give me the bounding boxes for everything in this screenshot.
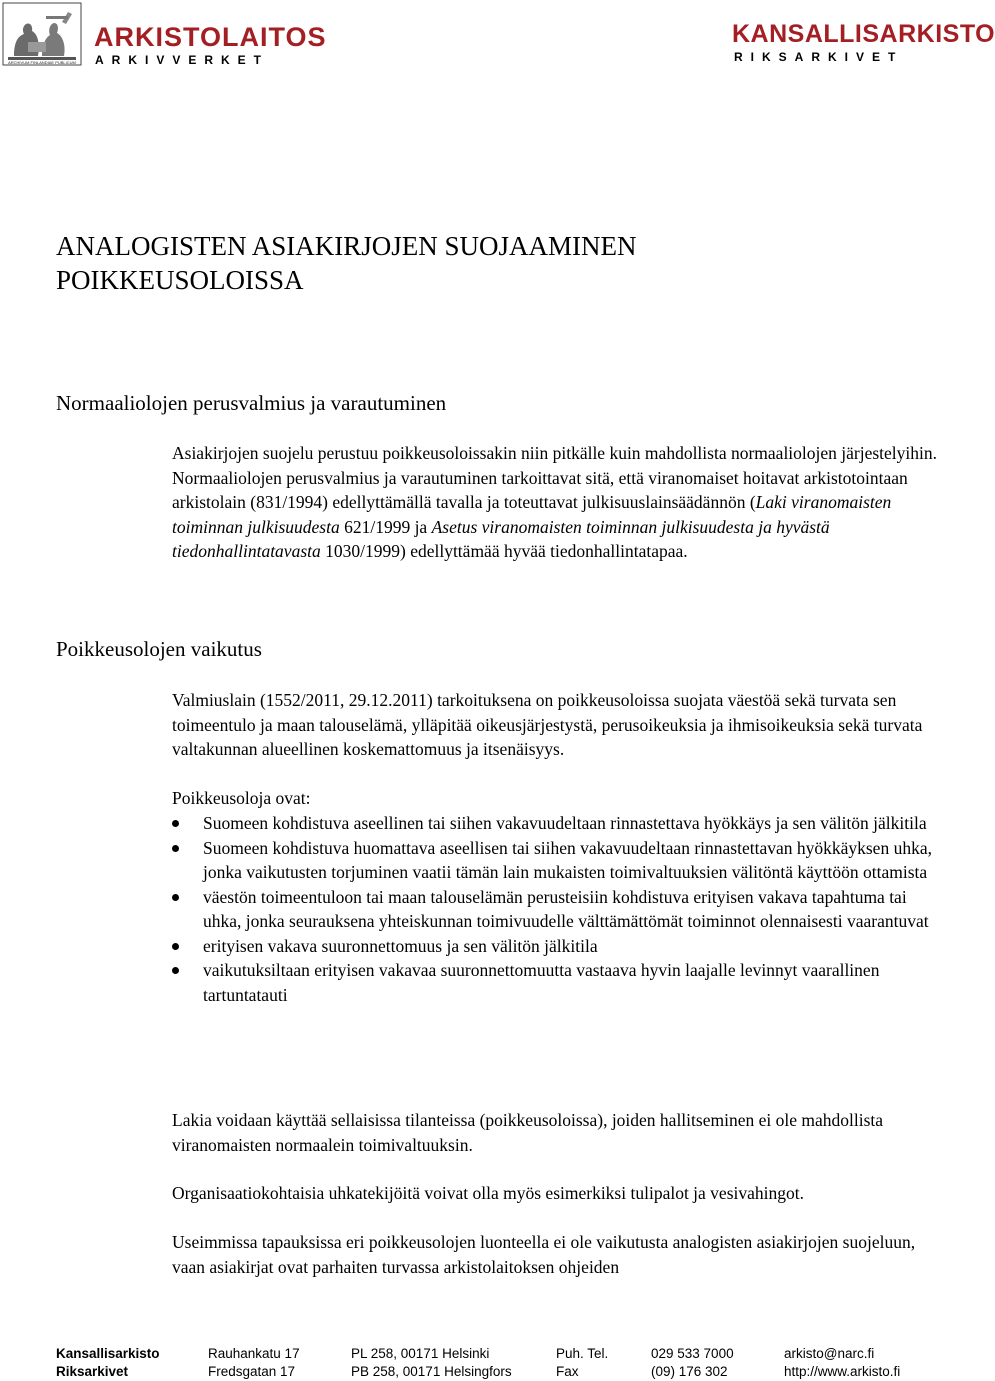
paragraph-law-applicability: Lakia voidaan käyttää sellaisissa tilanteissa (poikkeusoloissa), joiden hallitseminen ei ole mahdollista viranomaisten normaalein toimivaltuuksin. bbox=[172, 1110, 884, 1155]
footer-row-finnish bbox=[56, 1345, 956, 1363]
footer-street-address: Fredsgatan 17 bbox=[208, 1364, 296, 1379]
kansallisarkisto-logo bbox=[732, 20, 995, 68]
text-run: 1030/1999) edellyttämää hyvää tiedonhallintatapaa. bbox=[320, 541, 688, 561]
footer-postal-address: PB 258, 00171 Helsingfors bbox=[351, 1364, 512, 1379]
footer-org-name: Riksarkivet bbox=[56, 1364, 129, 1379]
footer-phone-label: Puh. Tel. bbox=[556, 1346, 609, 1361]
archive-emblem-icon bbox=[2, 2, 82, 66]
page-footer bbox=[56, 1345, 956, 1381]
list-item: Suomeen kohdistuva aseellinen tai siihen vakavuudeltaan rinnastettava hyökkäys ja sen välitön jälkitila bbox=[172, 811, 947, 836]
footer-fax-number: (09) 176 302 bbox=[651, 1364, 728, 1379]
title-line-2: POIKKEUSOLOISSA bbox=[56, 265, 304, 295]
paragraph-organisational-threats: Organisaatiokohtaisia uhkatekijöitä voivat olla myös esimerkiksi tulipalot ja vesivahingot. bbox=[172, 1183, 804, 1203]
decree-title-italic: Asetus viranomaisten toiminnan julkisuudesta ja hyvästä tiedonhallintatavasta bbox=[172, 516, 830, 561]
section-heading-exceptional-conditions: Poikkeusolojen vaikutus bbox=[56, 637, 262, 661]
paragraph-emergency-powers-act: Valmiuslain (1552/2011, 29.12.2011) tarkoituksena on poikkeusoloissa suojata väestöä sekä turvata sen toimeentulo ja maan talouselämä, ylläpitää oikeusjärjestystä, perusoikeuksia ja ihmisoikeuksia sekä turvata valtakunnan alueellinen koskemattomuus ja itsenäisyys. bbox=[172, 690, 923, 759]
text-run: 621/1999 ja bbox=[339, 516, 432, 537]
document-title bbox=[56, 229, 637, 297]
text-run: Asiakirjojen suojelu perustuu poikkeusoloissakin niin pitkälle kuin mahdollista normaaliolojen järjestelyihin. Normaaliolojen perusvalmius ja varautuminen tarkoittavat sitä, että viranomaiset hoitavat arkistotointaan arkistolain (831/1994) edellyttämällä tavalla ja toteuttavat julkisuuslainsäädännön ( bbox=[172, 443, 938, 512]
list-intro: Poikkeusoloja ovat: bbox=[172, 788, 311, 808]
footer-website: http://www.arkisto.fi bbox=[784, 1364, 901, 1379]
list-item: vaikutuksiltaan erityisen vakavaa suuronnettomuutta vastaava hyvin laajalle levinnyt vaarallinen tartuntatauti bbox=[172, 958, 947, 1007]
law-title-italic: Laki viranomaisten toiminnan julkisuudesta bbox=[172, 492, 892, 537]
arkistolaitos-logo bbox=[2, 2, 327, 67]
footer-fax-label: Fax bbox=[556, 1364, 579, 1379]
exceptional-conditions-list bbox=[172, 811, 947, 1007]
section-heading-normal-conditions: Normaaliolojen perusvalmius ja varautuminen bbox=[56, 391, 447, 415]
footer-postal-address: PL 258, 00171 Helsinki bbox=[351, 1346, 490, 1361]
arkivverket-name: ARKIVVERKET bbox=[95, 53, 270, 67]
footer-row-swedish bbox=[56, 1363, 956, 1381]
footer-email: arkisto@narc.fi bbox=[784, 1346, 875, 1361]
footer-street-address: Rauhankatu 17 bbox=[208, 1346, 300, 1361]
riksarkivet-name: RIKSARKIVET bbox=[734, 50, 904, 64]
paragraph-protection-note: Useimmissa tapauksissa eri poikkeusolojen luonteella ei ole vaikutusta analogisten asiakirjojen suojeluun, vaan asiakirjat ovat parhaiten turvassa arkistolaitoksen ohjeiden bbox=[172, 1232, 916, 1277]
title-line-1: ANALOGISTEN ASIAKIRJOJEN SUOJAAMINEN bbox=[56, 231, 637, 261]
list-item: erityisen vakava suuronnettomuus ja sen välitön jälkitila bbox=[172, 934, 947, 959]
footer-phone-number: 029 533 7000 bbox=[651, 1346, 734, 1361]
list-item: väestön toimeentuloon tai maan talouselämän perusteisiin kohdistuva erityisen vakava tapahtuma tai uhka, jonka seurauksena yhteiskunnan toimivuudelle välttämättömät toiminnot olennaisesti vaarantuvat bbox=[172, 885, 947, 934]
footer-org-name: Kansallisarkisto bbox=[56, 1346, 160, 1361]
kansallisarkisto-name: KANSALLISARKISTO bbox=[732, 20, 995, 48]
paragraph-normal-conditions bbox=[172, 441, 947, 564]
emblem-text: ARCHIVUM FINLANDIAE PUBLICUM bbox=[8, 60, 76, 65]
arkistolaitos-name: ARKISTOLAITOS bbox=[94, 22, 327, 52]
list-item: Suomeen kohdistuva huomattava aseellisen tai siihen vakavuudeltaan rinnastettavan hyökkäyksen uhka, jonka vaikutusten torjuminen vaatii tämän lain mukaisten toimivaltuuksien välitöntä käyttöön ottamista bbox=[172, 836, 947, 885]
